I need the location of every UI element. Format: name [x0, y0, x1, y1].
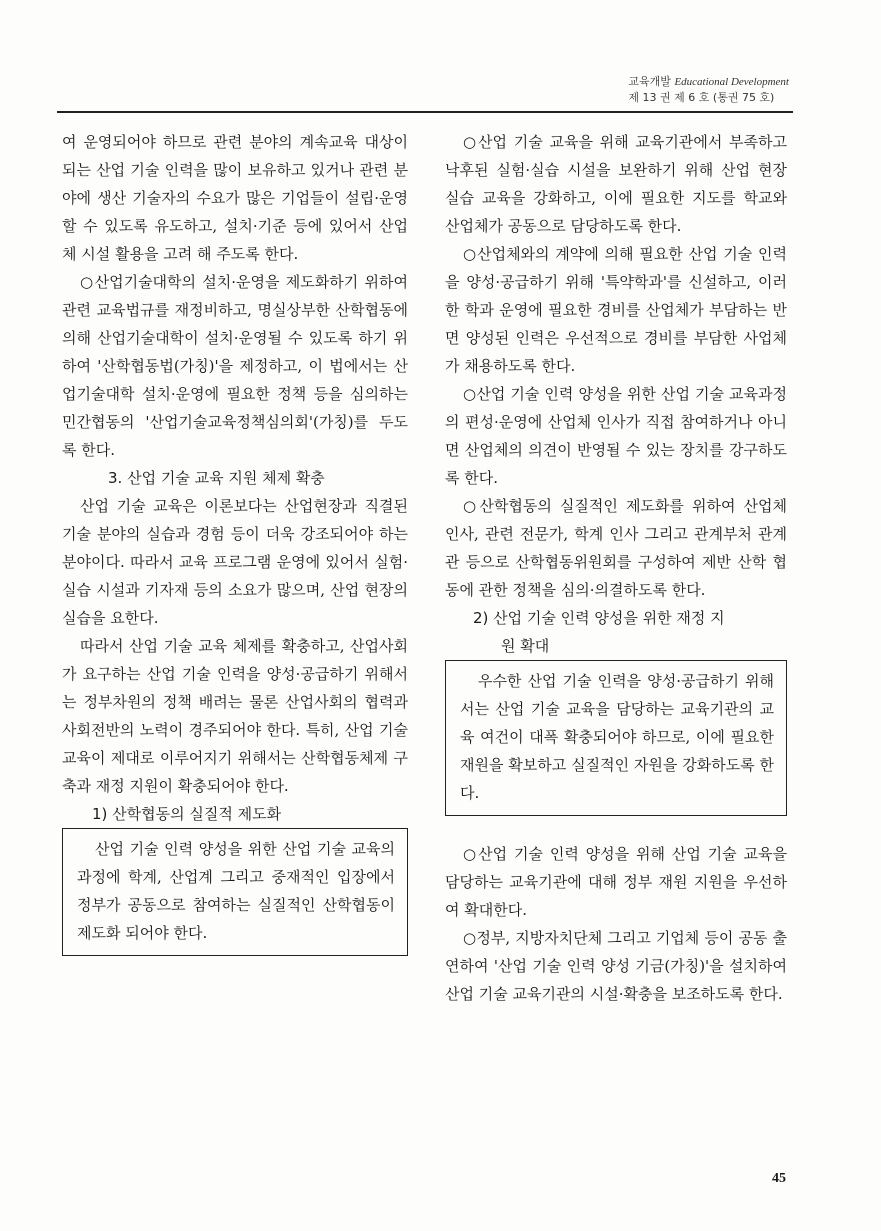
- journal-title-ko: 교육개발: [628, 75, 671, 88]
- header-rule: [57, 111, 793, 113]
- box-text: 산업 기술 인력 양성을 위한 산업 기술 교육의 과정에 학계, 산업계 그리고 중재적인 입장에서 정부가 공동으로 참여하는 실질적인 산학협동이 제도화 되어야 한다.: [77, 840, 395, 942]
- paragraph: 따라서 산업 기술 교육 체제를 확충하고, 산업사회가 요구하는 산업 기술 인력을 양성·공급하기 위해서는 정부차원의 정책 배려는 물론 산업사회의 협력과 사회전반의 노력이 경주되어야 한다. 특히, 산업 기술 교육이 제대로 이루어지기 위해서는 산학협동체제 구축과 재정 지원이 확충되어야 한다.: [62, 637, 408, 795]
- subsection-heading: 1) 산학협동의 실질적 제도화: [92, 805, 282, 823]
- paragraph: ○산업체와의 계약에 의해 필요한 산업 기술 인력을 양성·공급하기 위해 '특약학과'를 신설하고, 이러한 학과 운영에 필요한 경비를 산업체가 부담하는 반면 양성된 인력은 우선적으로 경비를 부담한 사업체가 채용하도록 한다.: [445, 245, 787, 375]
- paragraph: ○산업 기술 인력 양성을 위한 산업 기술 교육과정의 편성·운영에 산업체 인사가 직접 참여하거나 아니면 산업체의 의견이 반영될 수 있는 장치를 강구하도록 한다.: [445, 385, 787, 487]
- summary-box: [62, 828, 408, 956]
- left-column: [62, 128, 408, 956]
- subsection-heading-line2: 원 확대: [501, 637, 550, 655]
- box-text: 우수한 산업 기술 인력을 양성·공급하기 위해서는 산업 기술 교육을 담당하는 교육기관의 교육 여건이 대폭 확충되어야 하므로, 이에 필요한 재원을 확보하고 실질적인 자원을 강화하도록 한다.: [460, 672, 774, 802]
- paragraph: ○산업기술대학의 설치·운영을 제도화하기 위하여 관련 교육법규를 재정비하고, 명실상부한 산학협동에 의해 산업기술대학이 설치·운영될 수 있도록 하기 위하여 '산학협동법(가칭)'을 제정하고, 이 법에서는 산업기술대학 설치·운영에 필요한 정책 등을 심의하는 민간협동의 '산업기술교육정책심의회'(가칭)를 두도록 한다.: [62, 273, 408, 459]
- section-heading: 3. 산업 기술 교육 지원 체제 확충: [108, 469, 325, 487]
- paragraph: 여 운영되어야 하므로 관련 분야의 계속교육 대상이 되는 산업 기술 인력을 많이 보유하고 있거나 관련 분야에 생산 기술자의 수요가 많은 기업들이 설립·운영할 수 있도록 유도하고, 설치·기준 등에 있어서 산업체 시설 활용을 고려 해 주도록 한다.: [62, 133, 408, 263]
- right-column: [445, 128, 787, 1008]
- summary-box: [445, 660, 787, 816]
- running-header: [628, 74, 789, 106]
- paragraph: 산업 기술 교육은 이론보다는 산업현장과 직결된 기술 분야의 실습과 경험 등이 더욱 강조되어야 하는 분야이다. 따라서 교육 프로그램 운영에 있어서 실험·실습 시설과 기자재 등의 소요가 많으며, 산업 현장의 실습을 요한다.: [62, 497, 408, 627]
- journal-title: [628, 74, 789, 90]
- page-number: 45: [772, 1171, 786, 1186]
- paragraph: ○산업 기술 교육을 위해 교육기관에서 부족하고 낙후된 실험·실습 시설을 보완하기 위해 산업 현장 실습 교육을 강화하고, 이에 필요한 지도를 학교와 산업체가 공동으로 담당하도록 한다.: [445, 133, 787, 235]
- subsection-heading: [445, 604, 787, 660]
- paragraph: ○산학협동의 실질적인 제도화를 위하여 산업체 인사, 관련 전문가, 학계 인사 그리고 관계부처 관계관 등으로 산학협동위원회를 구성하여 제반 산학 협동에 관한 정책을 심의·의결하도록 한다.: [445, 497, 787, 599]
- subsection-heading-line1: 2) 산업 기술 인력 양성을 위한 재정 지: [473, 609, 725, 627]
- issue-info: 제 13 권 제 6 호 (통권 75 호): [628, 91, 775, 104]
- paragraph: ○정부, 지방자치단체 그리고 기업체 등이 공동 출연하여 '산업 기술 인력 양성 기금(가칭)'을 설치하여 산업 기술 교육기관의 시설·확충을 보조하도록 한다.: [445, 929, 787, 1003]
- paragraph: ○산업 기술 인력 양성을 위해 산업 기술 교육을 담당하는 교육기관에 대해 정부 재원 지원을 우선하여 확대한다.: [445, 845, 787, 919]
- journal-title-en: Educational Development: [674, 76, 789, 88]
